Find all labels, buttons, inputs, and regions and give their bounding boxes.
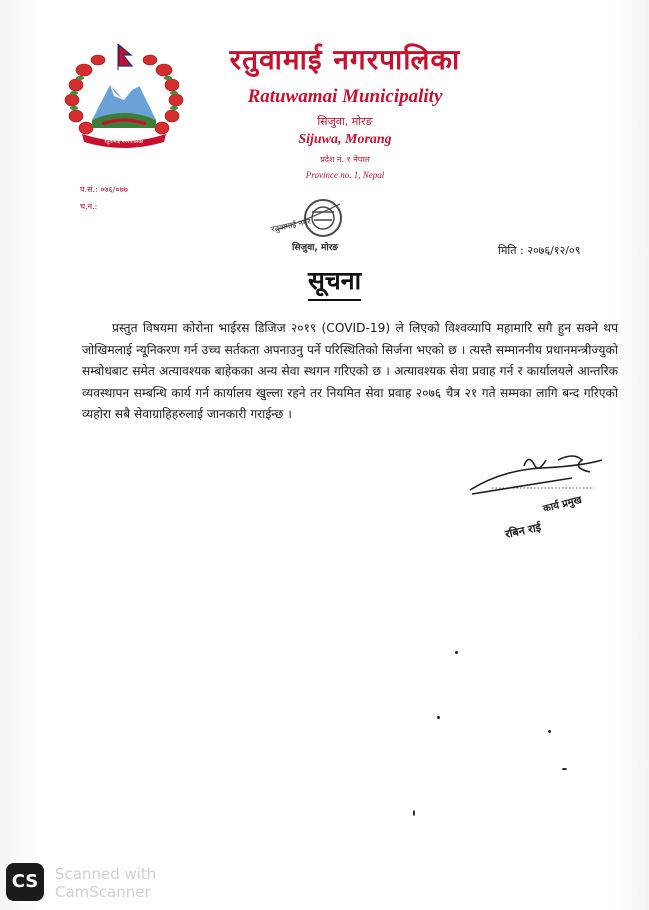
scan-speck (562, 768, 567, 770)
svg-text:रतुवामाई नगर: रतुवामाई नगर (270, 216, 312, 234)
notice-title: सूचना (308, 264, 361, 301)
office-stamp (268, 190, 368, 262)
watermark-line2: CamScanner (55, 883, 151, 901)
province-english: Province no. 1, Nepal (305, 170, 385, 180)
signatory-name: रबिन राई (503, 520, 543, 541)
scan-speck (413, 810, 415, 816)
scan-speck (437, 716, 440, 719)
notice-paragraph: प्रस्तुत विषयमा कोरोना भाईरस डिजिज २०१९ (COVID-19) ले लिएको विश्वव्यापि महामारि सगै हुन सक्ने थप जोखिमलाई न्यूनिकरण गर्न उच्च सर्तकता अपनाउनु पर्ने परिस्थितिको सिर्जना भएको छ । त्यस्तै सम्माननीय प्रधानमन्त्रीज्युको सम्बोधबाट समेत अत्यावश्यक बाहेकका अन्य सेवा स्थगन गरिएको छ । अत्यावश्यक सेवा प्रवाह गर्न र कार्यालयले आन्तरिक व्यवस्थापन सम्बन्धि कार्य गर्न कार्यालय खुल्ला रहने तर नियमित सेवा प्रवाह २०७६ चैत्र २१ गते सम्मका लागि बन्द गरिएको व्यहोरा सबै सेवाग्राहिहरुलाई जानकारी गराईन्छ । (82, 321, 618, 421)
signature (462, 450, 612, 550)
address-nepali: सिजुवा, मोरङ (317, 115, 373, 128)
camscanner-watermark (55, 865, 156, 901)
svg-text:रतुवामाई नगरपालिका: रतुवामाई नगरपालिका (104, 139, 144, 145)
signatory-title: कार्य प्रमुख (542, 494, 583, 515)
scan-speck (455, 651, 458, 654)
province-nepali: प्रदेश नं. १ नेपाल (320, 155, 370, 164)
municipality-emblem (62, 40, 186, 150)
letter-number: प.सं.: ०७६/०७७ (80, 185, 128, 194)
letter-date: मिति : २०७६/१२/०९ (498, 244, 581, 257)
dispatch-number: च.नं.: (80, 202, 98, 211)
scan-speck (548, 730, 551, 733)
notice-body (82, 318, 618, 426)
watermark-line1: Scanned with (55, 865, 157, 883)
camscanner-logo: CS (6, 863, 44, 901)
municipality-name-nepali: रतुवामाई नगरपालिका (229, 43, 461, 76)
address-english: Sijuwa, Morang (298, 132, 392, 147)
municipality-name-english: Ratuwamai Municipality (247, 86, 443, 107)
svg-text:सिजुवा, मोरङ: सिजुवा, मोरङ (292, 243, 339, 253)
